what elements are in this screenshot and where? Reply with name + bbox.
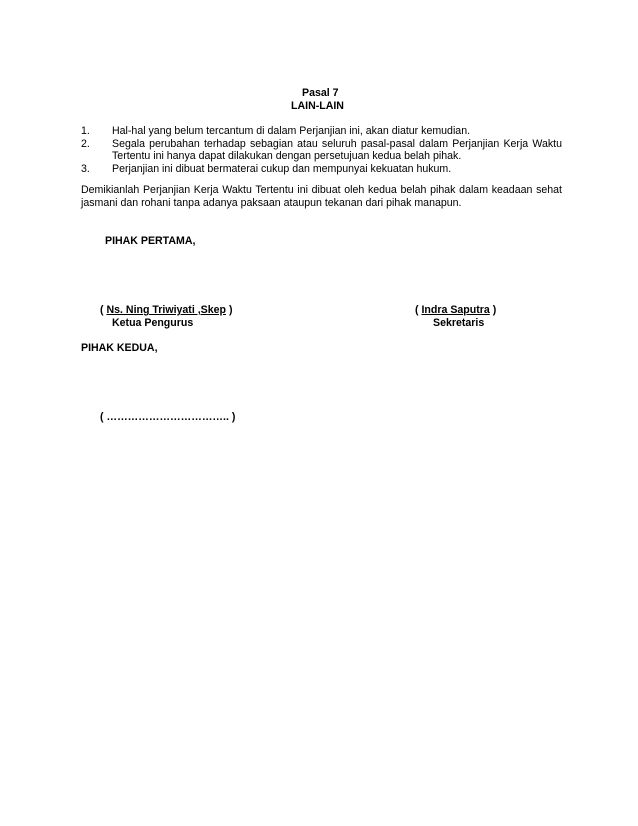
signer-2-name-line [415,304,496,316]
clause-text: Hal-hal yang belum tercantum di dalam Perjanjian ini, akan diatur kemudian. [112,125,471,137]
closing-line-1: Demikianlah Perjanjian Kerja Waktu Tertentu ini dibuat oleh kedua belah pihak dalam keadaan sehat [81,184,562,196]
signer-1-role: Ketua Pengurus [112,317,194,329]
signer-1-open-paren: ( [100,304,107,316]
article-number: Pasal 7 [302,87,339,99]
signer-1-close-paren: ) [226,304,233,316]
second-party-signature-blank: ( …………………………….. ) [100,411,236,423]
clause-number: 2. [81,138,90,150]
signer-2-close-paren: ) [489,304,497,316]
closing-line-2: jasmani dan rohani tanpa adanya paksaan ataupun tekanan dari pihak manapun. [81,197,462,209]
clause-text: Perjanjian ini dibuat bermaterai cukup dan mempunyai kekuatan hukum. [112,163,452,175]
clause-text-continued: Tertentu ini hanya dapat dilakukan dengan persetujuan kedua belah pihak. [112,150,462,162]
signer-1-name-line [100,304,232,316]
first-party-label: PIHAK PERTAMA, [105,235,196,247]
clause-text: Segala perubahan terhadap sebagian atau seluruh pasal-pasal dalam Perjanjian Kerja Waktu [112,138,562,150]
clause-number: 3. [81,163,90,175]
signer-2-name: Indra Saputra [421,304,490,316]
signer-2-role: Sekretaris [433,317,485,329]
signer-2-open-paren: ( [415,304,422,316]
article-title: LAIN-LAIN [291,100,344,112]
clause-number: 1. [81,125,90,137]
signer-1-name: Ns. Ning Triwiyati ,Skep [106,304,226,316]
second-party-label: PIHAK KEDUA, [81,342,158,354]
